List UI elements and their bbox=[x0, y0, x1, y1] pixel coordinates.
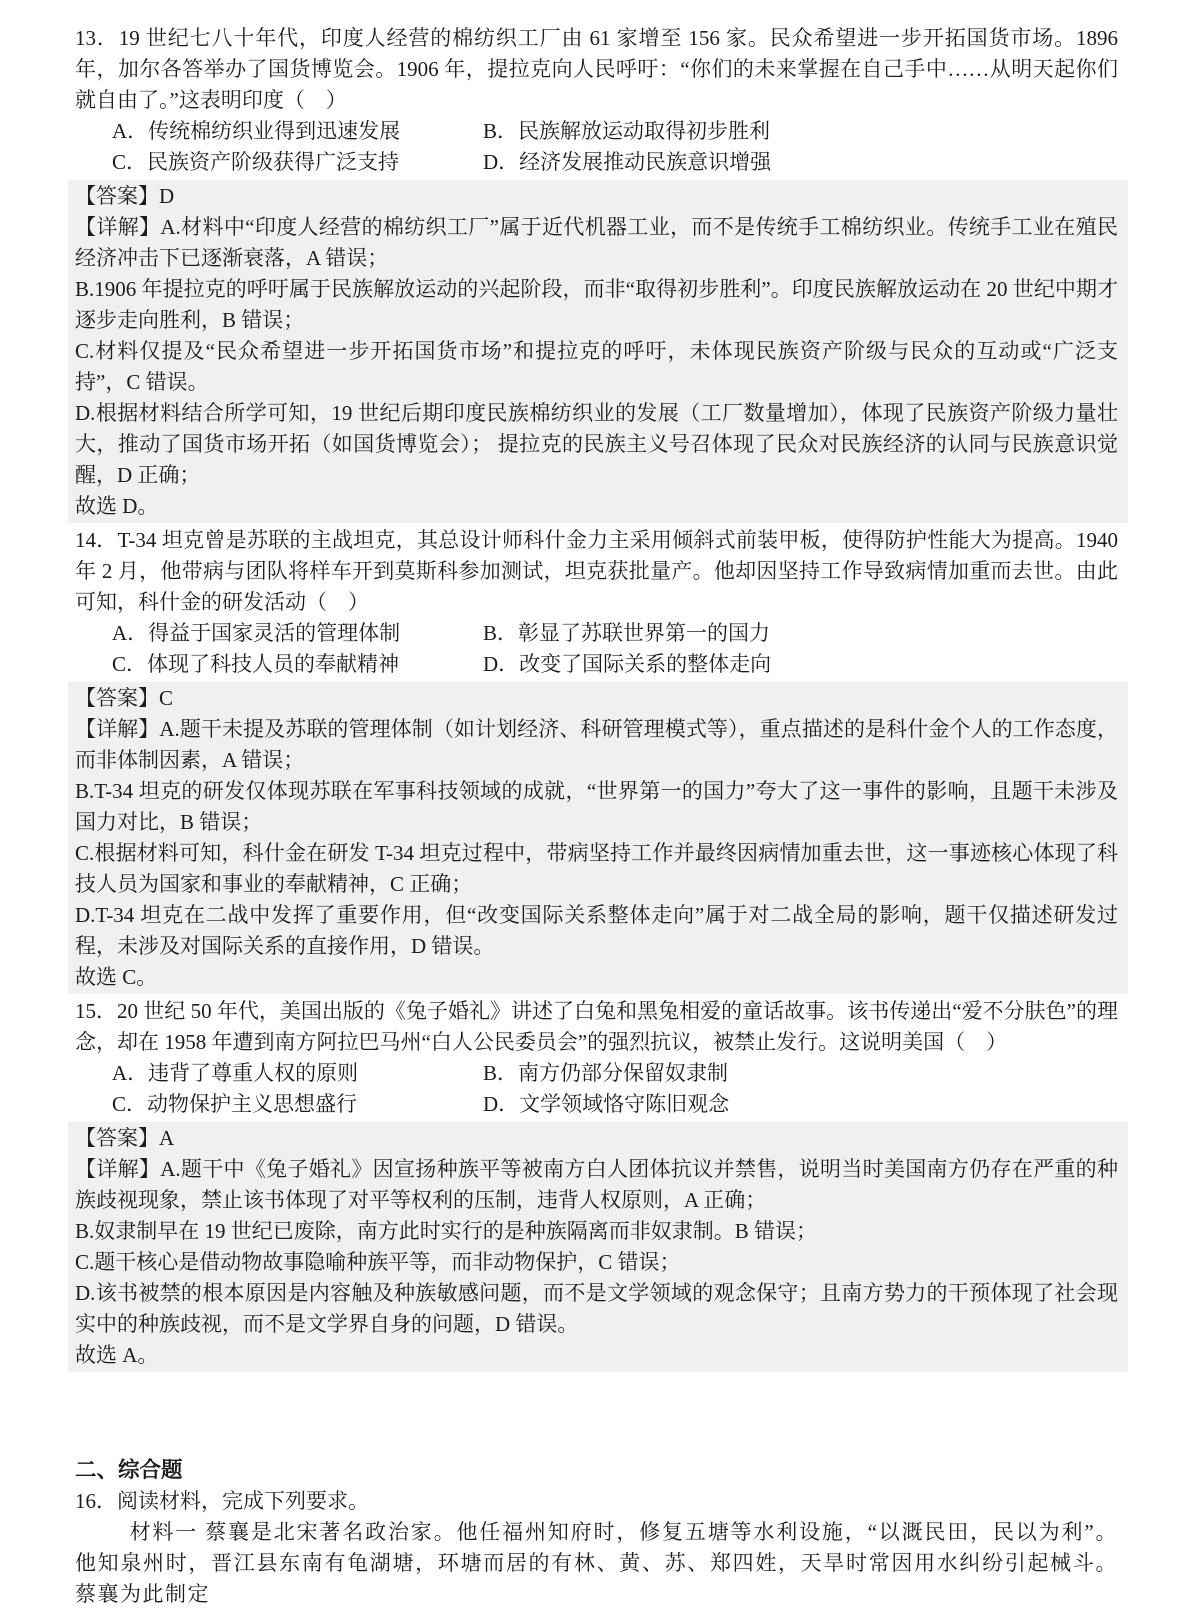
question-13 bbox=[75, 23, 1118, 178]
option-row bbox=[112, 649, 1118, 680]
answer-block-14 bbox=[68, 682, 1128, 994]
option-row bbox=[112, 147, 1118, 178]
analysis-line: D.T-34 坦克在二战中发挥了重要作用，但“改变国际关系整体走向”属于对二战全局的影响，题干仅描述研发过程，未涉及对国际关系的直接作用，D 错误。 bbox=[75, 903, 1118, 958]
question-13-options bbox=[75, 116, 1118, 178]
answer-tag: 【答案】 bbox=[75, 184, 159, 208]
question-16-intro: 16．阅读材料，完成下列要求。 bbox=[75, 1489, 369, 1513]
option-row bbox=[112, 1058, 1118, 1089]
analysis-line: C.题干核心是借动物故事隐喻种族平等，而非动物保护，C 错误； bbox=[75, 1250, 681, 1274]
analysis-line: B.1906 年提拉克的呼吁属于民族解放运动的兴起阶段，而非“取得初步胜利”。印度民族解放运动在 20 世纪中期才逐步走向胜利，B 错误； bbox=[75, 277, 1118, 332]
answer-value: D bbox=[159, 184, 175, 208]
analysis-line: 【详解】A.材料中“印度人经营的棉纺织工厂”属于近代机器工业，而不是传统手工棉纺织业。传统手工业在殖民经济冲击下已逐渐衰落，A 错误； bbox=[75, 215, 1118, 270]
answer-tag: 【答案】 bbox=[75, 686, 159, 710]
option-row bbox=[112, 1089, 1118, 1120]
answer-value: C bbox=[159, 686, 174, 710]
answer-line bbox=[75, 683, 1118, 714]
answer-tag: 【答案】 bbox=[75, 1126, 159, 1150]
answer-block-13 bbox=[68, 180, 1128, 523]
question-15 bbox=[75, 996, 1118, 1120]
option-row bbox=[112, 116, 1118, 147]
option-b: B．彰显了苏联世界第一的国力 bbox=[483, 621, 771, 645]
analysis-line: 【详解】A.题干中《兔子婚礼》因宣扬种族平等被南方白人团体抗议并禁售，说明当时美国南方仍存在严重的种族歧视现象，禁止该书体现了对平等权利的压制，违背人权原则，A 正确； bbox=[75, 1157, 1118, 1212]
material-one-paragraph: 材料一 蔡襄是北宋著名政治家。他任福州知府时，修复五塘等水利设施，“以溉民田，民以为利”。他知泉州时，晋江县东南有龟湖塘，环塘而居的有林、黄、苏、郑四姓，天旱时常因用水纠纷引起械斗。蔡襄为此制定 bbox=[75, 1520, 1118, 1606]
analysis-line: D.该书被禁的根本原因是内容触及种族敏感问题，而不是文学领域的观念保守；且南方势力的干预体现了社会现实中的种族歧视，而不是文学界自身的问题，D 错误。 bbox=[75, 1281, 1118, 1336]
analysis-conclusion: 故选 C。 bbox=[75, 965, 158, 989]
question-13-stem: 13．19 世纪七八十年代，印度人经营的棉纺织工厂由 61 家增至 156 家。民众希望进一步开拓国货市场。1896 年，加尔各答举办了国货博览会。1906 年，提拉克向人民呼吁：“你们的未来掌握在自己手中……从明天起你们就自由了。”这表明印度（ ） bbox=[75, 26, 1118, 112]
option-c: C．民族资产阶级获得广泛支持 bbox=[112, 150, 400, 174]
answer-block-15 bbox=[68, 1122, 1128, 1372]
question-14-options bbox=[75, 618, 1118, 680]
analysis-line: C.根据材料可知，科什金在研发 T-34 坦克过程中，带病坚持工作并最终因病情加重去世，这一事迹核心体现了科技人员为国家和事业的奉献精神，C 正确； bbox=[75, 841, 1118, 896]
option-b: B．民族解放运动取得初步胜利 bbox=[483, 119, 771, 143]
answer-line bbox=[75, 1123, 1118, 1154]
option-c: C．动物保护主义思想盛行 bbox=[112, 1092, 358, 1116]
question-15-stem: 15．20 世纪 50 年代，美国出版的《兔子婚礼》讲述了白兔和黑兔相爱的童话故事。该书传递出“爱不分肤色”的理念，却在 1958 年遭到南方阿拉巴马州“白人公民委员会”的强烈抗议，被禁止发行。这说明美国（ ） bbox=[75, 999, 1118, 1054]
analysis-line: B.奴隶制早在 19 世纪已废除，南方此时实行的是种族隔离而非奴隶制。B 错误； bbox=[75, 1219, 818, 1243]
option-row bbox=[112, 618, 1118, 649]
question-14-stem: 14．T-34 坦克曾是苏联的主战坦克，其总设计师科什金力主采用倾斜式前装甲板，使得防护性能大为提高。1940 年 2 月，他带病与团队将样车开到莫斯科参加测试，坦克获批量产。他却因坚持工作导致病情加重而去世。由此可知，科什金的研发活动（ ） bbox=[75, 528, 1118, 614]
analysis-conclusion: 故选 D。 bbox=[75, 494, 159, 518]
option-b: B．南方仍部分保留奴隶制 bbox=[483, 1061, 729, 1085]
analysis-conclusion: 故选 A。 bbox=[75, 1343, 159, 1367]
option-a: A．传统棉纺织业得到迅速发展 bbox=[112, 119, 401, 143]
option-c: C．体现了科技人员的奉献精神 bbox=[112, 652, 400, 676]
section-comprehensive bbox=[75, 1455, 1118, 1610]
analysis-line: C.材料仅提及“民众希望进一步开拓国货市场”和提拉克的呼吁，未体现民族资产阶级与民众的互动或“广泛支持”，C 错误。 bbox=[75, 339, 1118, 394]
analysis-line: B.T-34 坦克的研发仅体现苏联在军事科技领域的成就，“世界第一的国力”夸大了这一事件的影响，且题干未涉及国力对比，B 错误； bbox=[75, 779, 1118, 834]
answer-value: A bbox=[159, 1126, 175, 1150]
analysis-line: 【详解】A.题干未提及苏联的管理体制（如计划经济、科研管理模式等），重点描述的是科什金个人的工作态度，而非体制因素，A 错误； bbox=[75, 717, 1118, 772]
option-a: A．违背了尊重人权的原则 bbox=[112, 1061, 359, 1085]
section-heading: 二、综合题 bbox=[75, 1458, 183, 1482]
option-a: A．得益于国家灵活的管理体制 bbox=[112, 621, 401, 645]
option-d: D．经济发展推动民族意识增强 bbox=[483, 150, 772, 174]
analysis-line: D.根据材料结合所学可知，19 世纪后期印度民族棉纺织业的发展（工厂数量增加），体现了民族资产阶级力量壮大，推动了国货市场开拓（如国货博览会）； 提拉克的民族主义号召体现了民众对民族经济的认同与民族意识觉醒，D 正确； bbox=[75, 401, 1118, 487]
answer-line bbox=[75, 181, 1118, 212]
question-15-options bbox=[75, 1058, 1118, 1120]
question-14 bbox=[75, 525, 1118, 680]
option-d: D．文学领域恪守陈旧观念 bbox=[483, 1092, 730, 1116]
option-d: D．改变了国际关系的整体走向 bbox=[483, 652, 772, 676]
